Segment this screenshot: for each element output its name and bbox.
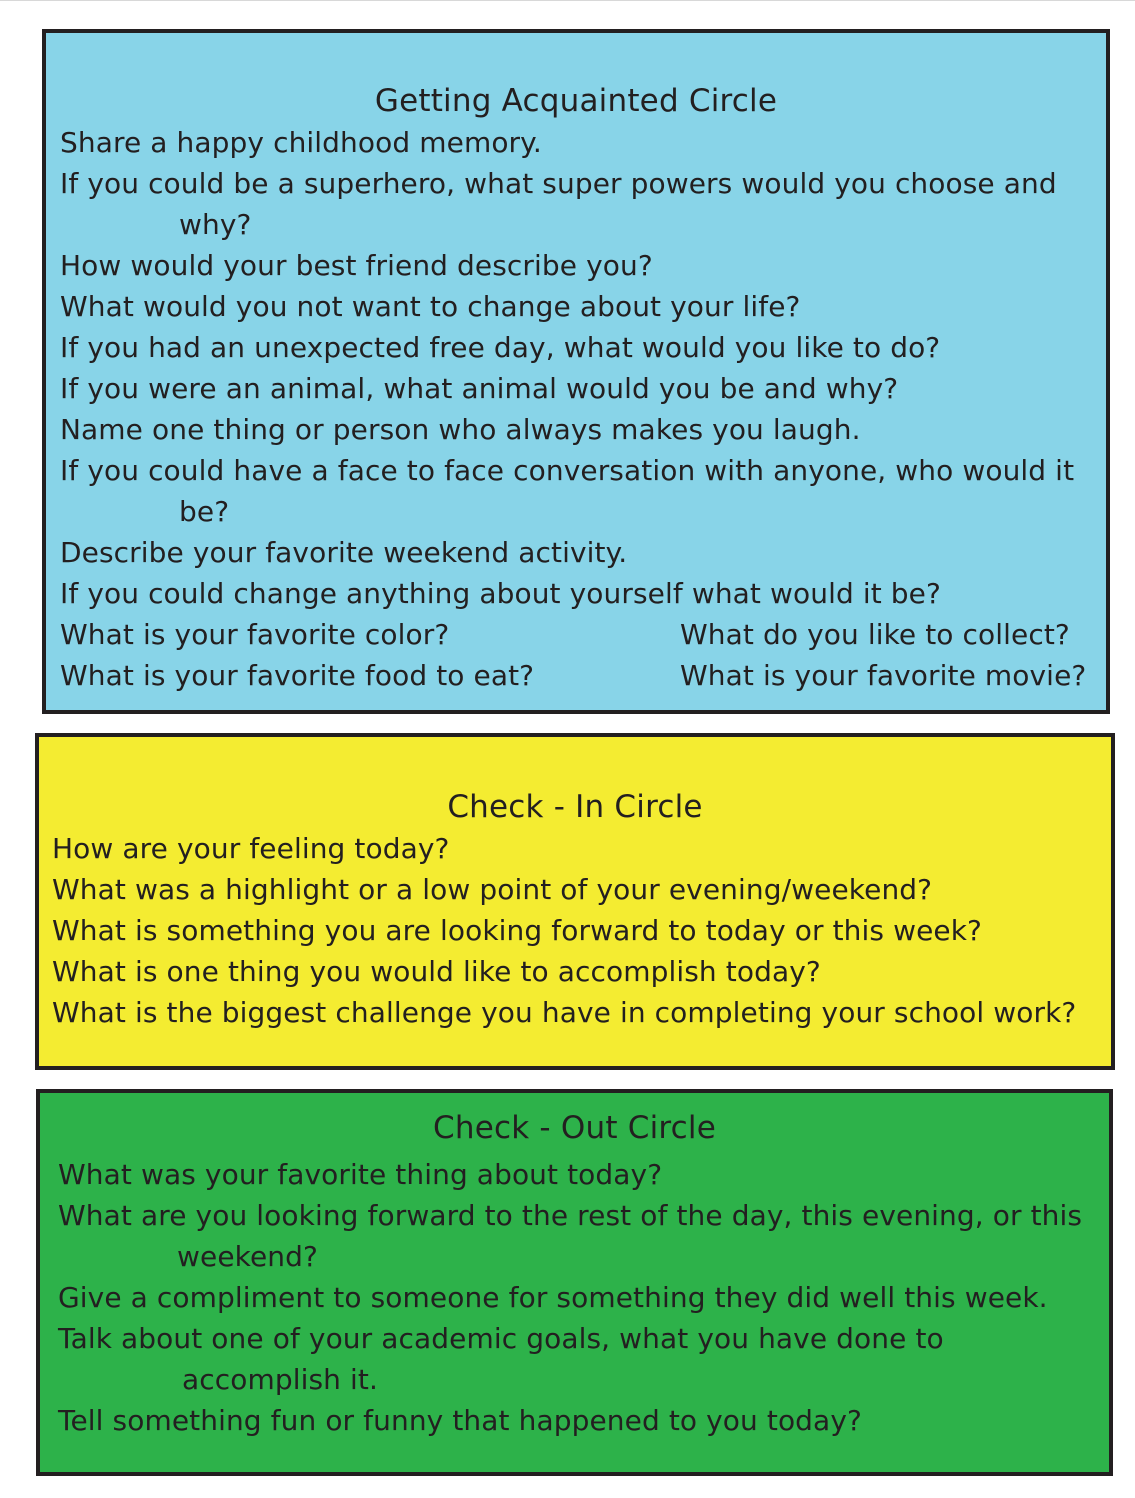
- check-in-question: How are your feeling today?: [52, 832, 450, 865]
- acquainted-question: Name one thing or person who always makes you laugh.: [60, 413, 861, 446]
- acquainted-question: What is your favorite food to eat?: [60, 659, 535, 692]
- check-out-question: Tell something fun or funny that happened to you today?: [58, 1404, 862, 1437]
- check-in-card: [35, 733, 1115, 1070]
- check-in-question: What was a highlight or a low point of your evening/weekend?: [52, 873, 933, 906]
- check-in-title: Check - In Circle: [447, 789, 703, 825]
- check-out-question-continuation: weekend?: [177, 1240, 318, 1273]
- check-out-title: Check - Out Circle: [433, 1110, 716, 1146]
- check-in-question: What is the biggest challenge you have in completing your school work?: [52, 996, 1077, 1029]
- acquainted-question: What would you not want to change about your life?: [60, 290, 801, 323]
- acquainted-question: If you could have a face to face conversation with anyone, who would it: [60, 454, 1075, 487]
- check-out-question: What was your favorite thing about today?: [58, 1158, 663, 1191]
- check-out-question: What are you looking forward to the rest of the day, this evening, or this: [58, 1199, 1083, 1232]
- acquainted-question: If you had an unexpected free day, what would you like to do?: [60, 331, 941, 364]
- acquainted-question: Share a happy childhood memory.: [60, 126, 542, 159]
- check-out-question: Give a compliment to someone for something they did well this week.: [58, 1281, 1048, 1314]
- check-in-question: What is something you are looking forward to today or this week?: [52, 914, 983, 947]
- check-out-question: Talk about one of your academic goals, what you have done to: [58, 1322, 944, 1355]
- getting-acquainted-card: [42, 29, 1110, 714]
- page-top-divider: [0, 0, 1135, 1]
- check-in-question: What is one thing you would like to accomplish today?: [52, 955, 821, 988]
- acquainted-question: If you could change anything about yourself what would it be?: [60, 577, 941, 610]
- getting-acquainted-title: Getting Acquainted Circle: [374, 83, 778, 119]
- acquainted-question-continuation: why?: [179, 208, 252, 241]
- acquainted-question: How would your best friend describe you?: [60, 249, 653, 282]
- acquainted-question: What do you like to collect?: [680, 618, 1070, 651]
- check-out-question-continuation: accomplish it.: [182, 1363, 378, 1396]
- acquainted-question-continuation: be?: [179, 495, 230, 528]
- acquainted-question: Describe your favorite weekend activity.: [60, 536, 628, 569]
- check-out-card: [36, 1089, 1113, 1476]
- acquainted-question: If you could be a superhero, what super powers would you choose and: [60, 167, 1057, 200]
- acquainted-question: What is your favorite movie?: [680, 659, 1087, 692]
- acquainted-question: If you were an animal, what animal would you be and why?: [60, 372, 899, 405]
- acquainted-question: What is your favorite color?: [60, 618, 450, 651]
